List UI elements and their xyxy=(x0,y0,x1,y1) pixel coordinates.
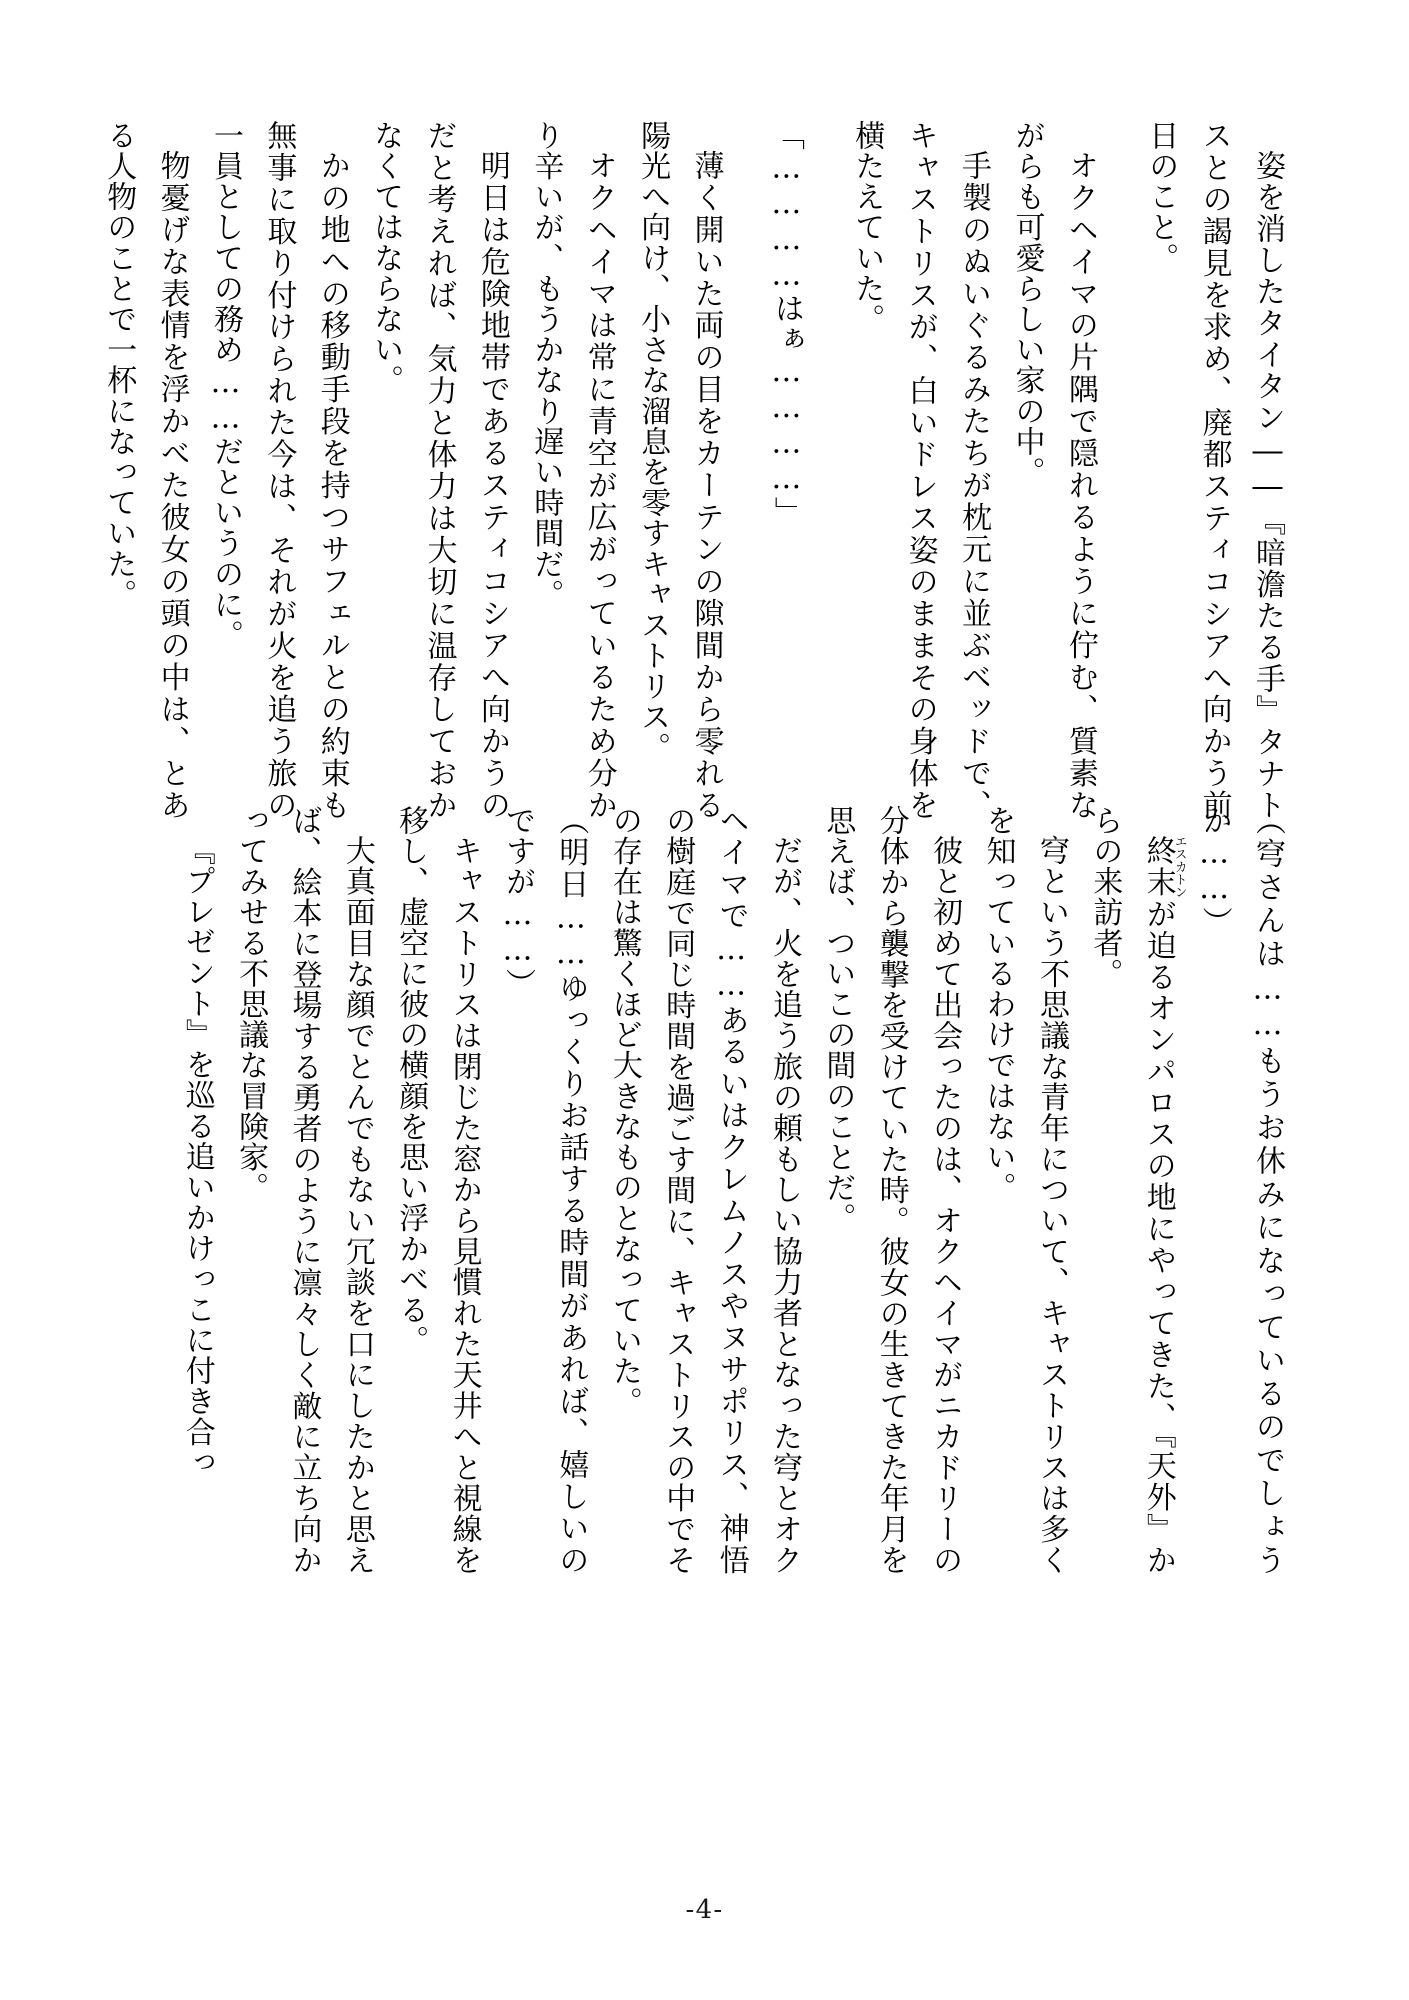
text-block-top xyxy=(101,120,1294,820)
paragraph: 姿を消したタイタン――『暗澹たる手』タナトスとの謁見を求め、廃都スティコシアへ向かう前日のこと。 xyxy=(1143,120,1285,820)
ruby-eschaton xyxy=(1140,835,1188,898)
paragraph-inner-monologue: （明日……ゆっくりお話する時間があれば、嬉しいのですが……） xyxy=(500,805,589,1575)
paragraph-text: が迫るオンパロスの地にやってきた、『天外』からの来訪者。 xyxy=(1087,805,1176,1575)
paragraph: だが、火を追う旅の頼もしい協力者となった穹とオクヘイマで……あるいはクレムノスやヌサポリス、神悟の樹庭で同じ時間を過ごす間に、キャストリスの中でその存在は驚くほど大きなものとなっていた。 xyxy=(606,805,802,1575)
ruby-base: 終末 xyxy=(1140,835,1176,898)
paragraph: 手製のぬいぐるみたちが枕元に並ぶベッドで、キャストリスが、白いドレス姿のままその身体を横たえていた。 xyxy=(849,120,992,820)
paragraph: 彼と初めて出会ったのは、オクヘイマがニカドリーの分体から襲撃を受けていた時。彼女の生きてきた年月を思えば、ついこの間のことだ。 xyxy=(820,805,963,1575)
paragraph: オクヘイマは常に青空が広がっているため分かり辛いが、もうかなり遅い時間だ。 xyxy=(528,120,617,820)
paragraph: キャストリスは閉じた窓から見慣れた天井へと視線を移し、虚空に彼の横顔を思い浮かべる。 xyxy=(393,805,482,1575)
paragraph: 大真面目な顔でとんでもない冗談を口にしたかと思えば、絵本に登場する勇者のように凛々しく敵に立ち向かってみせる不思議な冒険家。 xyxy=(233,805,375,1575)
paragraph: 物憂げな表情を浮かべた彼女の頭の中は、とある人物のことで一杯になっていた。 xyxy=(101,120,190,820)
paragraph: 『プレゼント』を巡る追いかけっこに付き合っ xyxy=(179,835,215,1478)
paragraph: かの地への移動手段を持つサフェルとの約束も無事に取り付けられた今は、それが火を追う旅の一員としての務め……だというのに。 xyxy=(207,120,350,820)
paragraph: 薄く開いた両の目をカーテンの隙間から零れる陽光へ向け、小さな溜息を零すキャストリス。 xyxy=(635,120,724,820)
text-block-bottom xyxy=(104,805,1294,1575)
paragraph-inner-monologue: （穹さんは……もうお休みになっているのでしょうか……） xyxy=(1196,805,1285,1575)
page-number: -4- xyxy=(685,1895,724,1925)
paragraph: 明日は危険地帯であるスティコシアへ向かうのだと考えれば、気力と体力は大切に温存しておかなくてはならない。 xyxy=(368,120,510,820)
paragraph: 穹という不思議な青年について、キャストリスは多くを知っているわけではない。 xyxy=(980,805,1069,1575)
paragraph-dialogue: 「…………はぁ…………」 xyxy=(768,120,804,528)
paragraph: オクヘイマの片隅で隠れるように佇む、質素ながらも可愛らしい家の中。 xyxy=(1009,120,1098,820)
ruby-reading: エスカトン xyxy=(1172,835,1188,898)
paragraph-with-ruby xyxy=(1078,805,1187,1575)
